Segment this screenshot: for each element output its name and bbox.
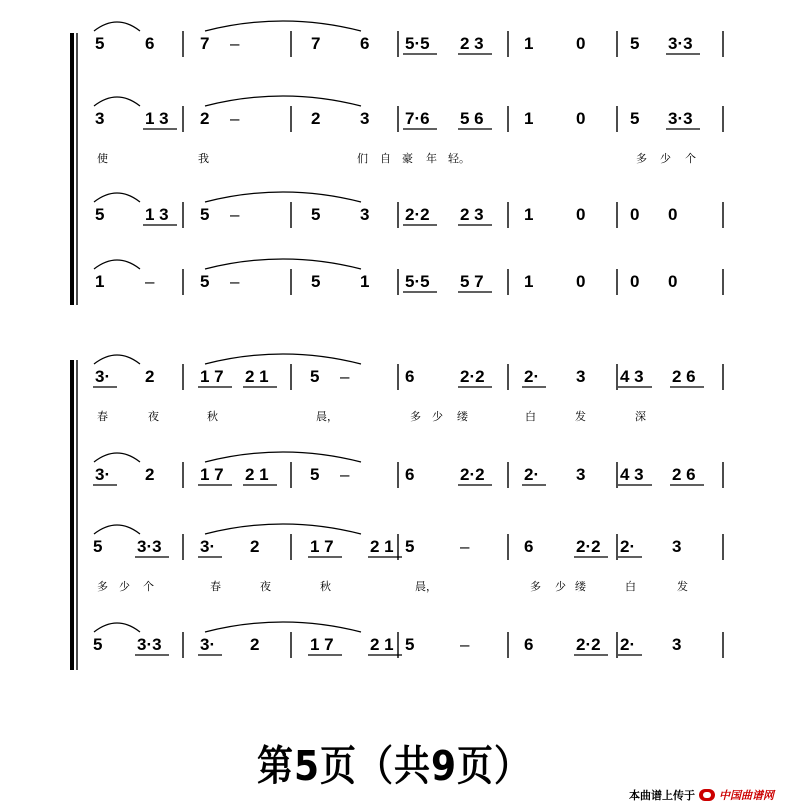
- extension-dash: –: [145, 272, 155, 291]
- note-number: 2·: [620, 635, 636, 654]
- note-number: 5: [93, 537, 103, 556]
- note-number: 3: [576, 367, 586, 386]
- note-number: 3: [360, 109, 370, 128]
- note-number: 4 3: [620, 367, 644, 386]
- upload-text: 本曲谱上传于: [629, 789, 695, 802]
- extension-dash: –: [230, 205, 240, 224]
- slur-arc: [94, 97, 140, 106]
- extension-dash: –: [230, 109, 240, 128]
- slur-arc: [205, 622, 361, 632]
- note-number: 0: [630, 205, 640, 224]
- note-number: 0: [576, 205, 586, 224]
- note-number: 2: [200, 109, 210, 128]
- note-number: 2: [145, 367, 155, 386]
- lyric-char: 们: [357, 153, 368, 165]
- lyric-char: 缕: [575, 581, 586, 593]
- note-number: 2·2: [460, 465, 485, 484]
- lyric-char: 轻。: [448, 153, 470, 165]
- note-number: 5: [200, 272, 210, 291]
- note-number: 7: [311, 34, 321, 53]
- note-number: 5: [93, 635, 103, 654]
- note-number: 2 1: [370, 537, 394, 556]
- note-number: 5: [405, 635, 415, 654]
- note-number: 2: [250, 635, 260, 654]
- lyric-char: 发: [575, 411, 586, 423]
- lyric-char: 使: [97, 153, 108, 165]
- note-number: 3: [576, 465, 586, 484]
- lyric-char: 多: [97, 581, 108, 593]
- note-number: 2 6: [672, 367, 696, 386]
- lyric-char: 少: [432, 411, 443, 423]
- slur-arc: [205, 96, 361, 106]
- note-number: 2·2: [576, 635, 601, 654]
- note-number: 1: [360, 272, 370, 291]
- note-number: 7: [200, 34, 210, 53]
- note-number: 0: [668, 272, 678, 291]
- note-number: 6: [524, 537, 534, 556]
- note-number: 2·2: [576, 537, 601, 556]
- note-number: 5·5: [405, 34, 430, 53]
- note-number: 3: [95, 109, 105, 128]
- note-number: 3·: [200, 537, 216, 556]
- site-name-link[interactable]: 中国曲谱网: [719, 789, 774, 802]
- note-number: 5: [630, 109, 640, 128]
- note-number: 2·2: [405, 205, 430, 224]
- note-number: 6: [405, 465, 415, 484]
- note-number: 5: [630, 34, 640, 53]
- note-number: 0: [576, 109, 586, 128]
- note-number: 2·: [620, 537, 636, 556]
- lyric-char: 晨，: [316, 411, 338, 423]
- page-number-label: 第5页（共9页）: [256, 743, 532, 791]
- lyric-char: 少: [555, 581, 566, 593]
- lyric-char: 多: [636, 153, 647, 165]
- note-number: 6: [360, 34, 370, 53]
- lyric-char: 白: [625, 581, 636, 593]
- note-number: 2 3: [460, 205, 484, 224]
- note-number: 3: [360, 205, 370, 224]
- extension-dash: –: [460, 635, 470, 654]
- note-number: 5: [310, 465, 320, 484]
- note-number: 2·: [524, 465, 540, 484]
- lyric-char: 少: [660, 153, 671, 165]
- note-number: 5: [200, 205, 210, 224]
- note-number: 7·6: [405, 109, 430, 128]
- note-number: 6: [405, 367, 415, 386]
- note-number: 5: [95, 34, 105, 53]
- note-number: 5: [311, 272, 321, 291]
- note-number: 1: [524, 34, 534, 53]
- system-bracket: [70, 33, 74, 305]
- slur-arc: [205, 354, 361, 364]
- lyric-char: 自: [380, 153, 391, 165]
- lyric-char: 秋: [320, 581, 331, 593]
- note-number: 5: [95, 205, 105, 224]
- site-logo-icon: [699, 789, 715, 801]
- note-number: 2: [250, 537, 260, 556]
- note-number: 2 3: [460, 34, 484, 53]
- lyric-char: 春: [210, 581, 221, 593]
- note-number: 1: [95, 272, 105, 291]
- slur-arc: [94, 453, 140, 462]
- footer-credit[interactable]: [629, 787, 774, 803]
- note-number: 2 1: [245, 465, 269, 484]
- lyric-char: 多: [410, 411, 421, 423]
- extension-dash: –: [230, 34, 240, 53]
- note-number: 0: [576, 34, 586, 53]
- note-number: 1 3: [145, 205, 169, 224]
- note-number: 5: [405, 537, 415, 556]
- note-number: 3·: [200, 635, 216, 654]
- note-number: 6: [145, 34, 155, 53]
- slur-arc: [94, 260, 140, 269]
- slur-arc: [94, 623, 140, 632]
- note-number: 2: [145, 465, 155, 484]
- lyric-char: 多: [530, 581, 541, 593]
- lyric-char: 少: [119, 581, 130, 593]
- note-number: 2 1: [245, 367, 269, 386]
- extension-dash: –: [230, 272, 240, 291]
- system-bracket: [70, 360, 74, 670]
- slur-arc: [94, 193, 140, 202]
- note-number: 5: [311, 205, 321, 224]
- note-number: 3·: [95, 465, 111, 484]
- note-number: 1: [524, 205, 534, 224]
- lyric-char: 夜: [148, 411, 159, 423]
- note-number: 5 7: [460, 272, 484, 291]
- extension-dash: –: [340, 465, 350, 484]
- note-number: 1: [524, 109, 534, 128]
- note-number: 1: [524, 272, 534, 291]
- note-number: 1 7: [310, 537, 334, 556]
- note-number: 5 6: [460, 109, 484, 128]
- slur-arc: [94, 525, 140, 534]
- note-number: 5·5: [405, 272, 430, 291]
- lyric-char: 深: [635, 411, 646, 423]
- note-number: 3·3: [668, 109, 693, 128]
- slur-arc: [205, 259, 361, 269]
- note-number: 3·: [95, 367, 111, 386]
- lyric-char: 春: [97, 411, 108, 423]
- note-number: 2·: [524, 367, 540, 386]
- note-number: 1 7: [200, 465, 224, 484]
- note-number: 5: [310, 367, 320, 386]
- note-number: 1 3: [145, 109, 169, 128]
- lyric-char: 个: [685, 153, 696, 165]
- slur-arc: [205, 524, 361, 534]
- note-number: 2 6: [672, 465, 696, 484]
- lyric-char: 我: [198, 153, 209, 165]
- note-number: 3: [672, 537, 682, 556]
- extension-dash: –: [340, 367, 350, 386]
- note-number: 1 7: [200, 367, 224, 386]
- note-number: 4 3: [620, 465, 644, 484]
- note-number: 2·2: [460, 367, 485, 386]
- extension-dash: –: [460, 537, 470, 556]
- lyric-char: 年: [426, 153, 437, 165]
- note-number: 3·3: [137, 635, 162, 654]
- lyric-char: 发: [677, 581, 688, 593]
- slur-arc: [205, 192, 361, 202]
- note-number: 6: [524, 635, 534, 654]
- note-number: 3·3: [668, 34, 693, 53]
- lyric-char: 缕: [457, 411, 468, 423]
- note-number: 2 1: [370, 635, 394, 654]
- note-number: 3: [672, 635, 682, 654]
- note-number: 1 7: [310, 635, 334, 654]
- note-number: 0: [576, 272, 586, 291]
- note-number: 2: [311, 109, 321, 128]
- note-number: 0: [630, 272, 640, 291]
- lyric-char: 秋: [207, 411, 218, 423]
- lyric-char: 豪: [402, 153, 413, 165]
- lyric-char: 个: [143, 581, 154, 593]
- lyric-char: 夜: [260, 581, 271, 593]
- slur-arc: [94, 22, 140, 31]
- note-number: 3·3: [137, 537, 162, 556]
- note-number: 0: [668, 205, 678, 224]
- slur-arc: [205, 21, 361, 31]
- lyric-char: 白: [525, 411, 536, 423]
- lyric-char: 晨，: [415, 581, 437, 593]
- slur-arc: [205, 452, 361, 462]
- slur-arc: [94, 355, 140, 364]
